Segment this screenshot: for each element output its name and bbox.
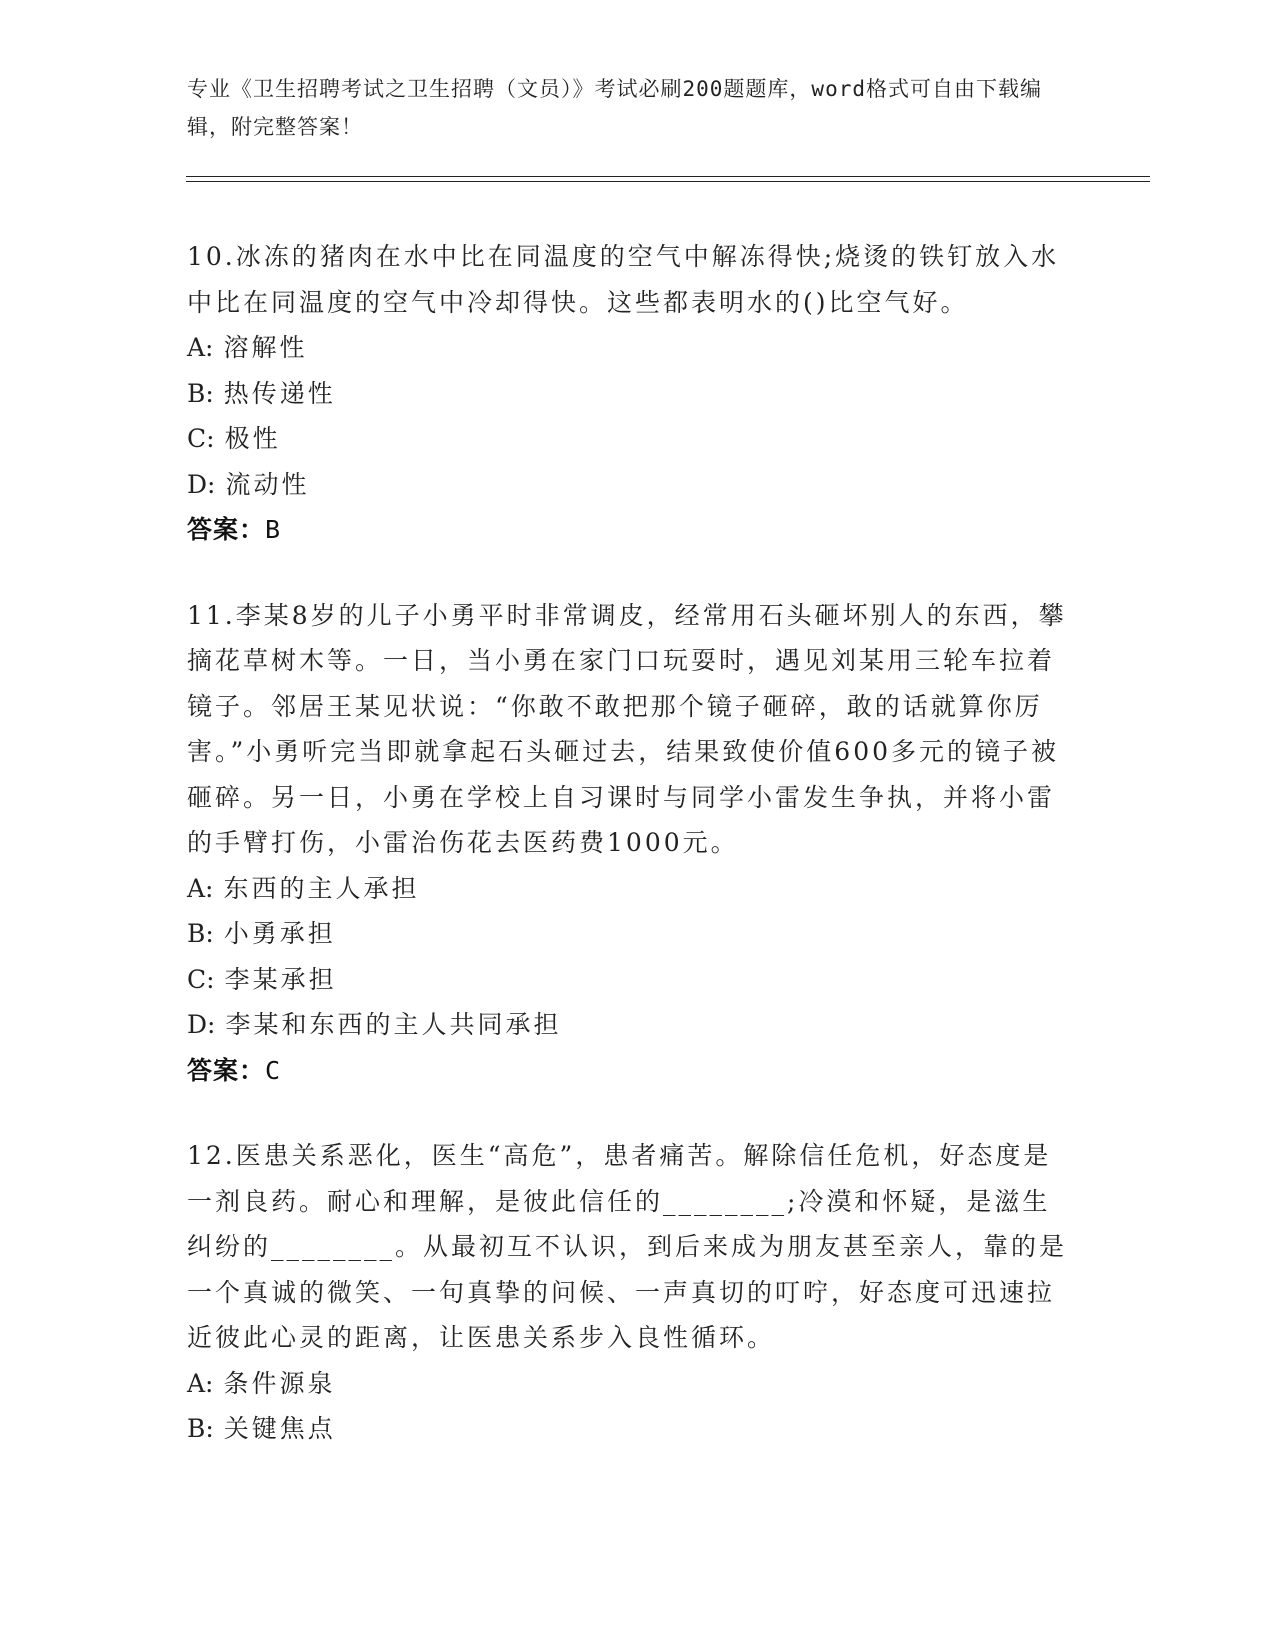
document-header: 专业《卫生招聘考试之卫生招聘（文员）》考试必刷200题题库，word格式可自由下载编辑，附完整答案！	[187, 77, 1042, 139]
option-a	[187, 325, 1067, 371]
option-text: 溶解性	[223, 333, 308, 362]
answer-value: C	[265, 1055, 282, 1085]
option-letter: A:	[187, 1368, 214, 1398]
option-b	[187, 371, 1067, 417]
answer-label: 答案：	[187, 1055, 266, 1085]
option-letter: C:	[187, 424, 215, 453]
question-10	[187, 234, 1067, 553]
option-text: 条件源泉	[223, 1368, 336, 1398]
option-d	[187, 462, 1067, 508]
question-stem: 12.医患关系恶化，医生“高危”，患者痛苦。解除信任危机，好态度是一剂良药。耐心和理解，是彼此信任的________;冷漠和怀疑，是滋生纠纷的________。从最初互不认识，到后来成为朋友甚至亲人，靠的是一个真诚的微笑、一句真挚的问候、一声真切的叮咛，好态度可迅速拉近彼此心灵的距离，让医患关系步入良性循环。	[187, 1141, 1068, 1352]
answer-label: 答案：	[187, 515, 266, 544]
question-11	[187, 593, 1067, 1094]
option-letter: A:	[187, 873, 214, 903]
answer-line	[187, 1048, 1067, 1094]
option-text: 热传递性	[223, 378, 336, 408]
option-text: 东西的主人承担	[223, 873, 420, 903]
option-b	[187, 911, 1067, 957]
option-letter: B:	[187, 1414, 214, 1443]
option-b	[187, 1406, 1067, 1452]
option-letter: D:	[187, 469, 216, 499]
option-letter: B:	[187, 378, 214, 408]
question-12	[187, 1133, 1067, 1452]
option-text: 关键焦点	[223, 1414, 336, 1443]
header-divider-top	[186, 176, 1150, 177]
option-letter: D:	[187, 1010, 216, 1039]
answer-line	[187, 507, 1067, 553]
option-text: 小勇承担	[223, 919, 336, 948]
option-c	[187, 957, 1067, 1003]
question-stem: 10.冰冻的猪肉在水中比在同温度的空气中解冻得快;烧烫的铁钉放入水中比在同温度的空气中冷却得快。这些都表明水的()比空气好。	[187, 242, 1060, 317]
option-text: 李某承担	[224, 964, 337, 994]
option-letter: A:	[187, 333, 214, 362]
header-divider-bottom	[186, 181, 1150, 182]
option-text: 李某和东西的主人共同承担	[225, 1010, 562, 1039]
option-c	[187, 416, 1067, 462]
question-stem: 11.李某8岁的儿子小勇平时非常调皮，经常用石头砸坏别人的东西，攀摘花草树木等。一日，当小勇在家门口玩耍时，遇见刘某用三轮车拉着镜子。邻居王某见状说：“你敢不敢把那个镜子砸碎，敢的话就算你厉害。”小勇听完当即就拿起石头砸过去，结果致使价值600多元的镜子被砸碎。另一日，小勇在学校上自习课时与同学小雷发生争执，并将小雷的手臂打伤，小雷治伤花去医药费1000元。	[187, 600, 1067, 857]
option-d	[187, 1002, 1067, 1048]
answer-value: B	[265, 515, 282, 544]
option-letter: C:	[187, 964, 215, 994]
option-a	[187, 1361, 1067, 1407]
option-a	[187, 866, 1067, 912]
option-letter: B:	[187, 919, 214, 948]
option-text: 极性	[224, 424, 281, 453]
option-text: 流动性	[225, 469, 310, 499]
question-list	[187, 234, 1067, 1492]
